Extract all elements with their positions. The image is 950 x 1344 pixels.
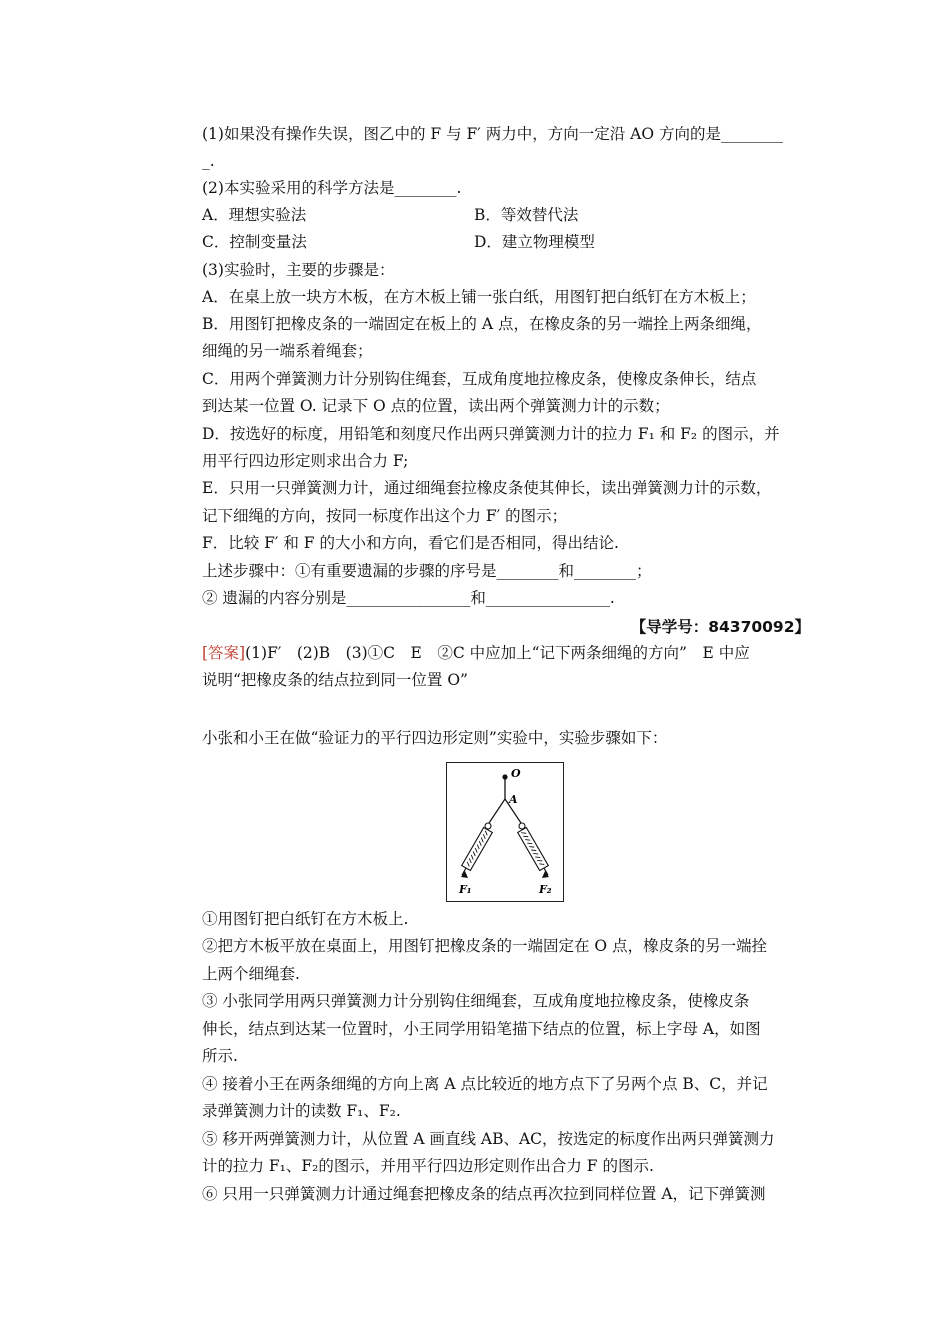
- step-line: E．只用一只弹簧测力计，通过细绳套拉橡皮条使其伸长，读出弹簧测力计的示数，: [202, 479, 772, 497]
- question-3: (3)实验时，主要的步骤是：: [202, 261, 395, 279]
- experiment-diagram: [447, 763, 563, 901]
- question-1-tail: _.: [202, 152, 215, 170]
- step-line: 到达某一位置 O. 记录下 O 点的位置，读出两个弹簧测力计的示数；: [202, 397, 670, 415]
- problem-2-intro: 小张和小王在做“验证力的平行四边形定则”实验中，实验步骤如下：: [202, 729, 668, 747]
- option-c: C．控制变量法: [202, 233, 307, 251]
- string-left: [489, 799, 505, 823]
- p2-step-line: ①用图钉把白纸钉在方木板上.: [202, 910, 409, 928]
- answer-line-1: [202, 643, 812, 663]
- reference-number: 【导学号：84370092】: [630, 618, 810, 636]
- summary-2: ② 遗漏的内容分别是________________和________________.: [202, 589, 615, 607]
- step-line: 用平行四边形定则求出合力 F;: [202, 452, 409, 470]
- step-line: A．在桌上放一块方木板，在方木板上铺一张白纸，用图钉把白纸钉在方木板上；: [202, 288, 756, 306]
- p2-step-line: 所示.: [202, 1047, 238, 1065]
- option-a: A．理想实验法: [202, 206, 307, 224]
- spring-balance-left: [458, 827, 493, 877]
- step-line: C．用两个弹簧测力计分别钩住绳套，互成角度地拉橡皮条，使橡皮条伸长，结点: [202, 370, 757, 388]
- options-row-2: [202, 232, 812, 252]
- answer-line-2: 说明“把橡皮条的结点拉到同一位置 O”: [202, 671, 468, 689]
- p2-step-line: ④ 接着小王在两条细绳的方向上离 A 点比较近的地方点下了另两个点 B、C，并记: [202, 1075, 768, 1093]
- step-line: 记下细绳的方向，按同一标度作出这个力 F′ 的图示；: [202, 507, 568, 525]
- p2-step-line: 伸长，结点到达某一位置时，小王同学用铅笔描下结点的位置，标上字母 A，如图: [202, 1020, 761, 1038]
- option-d: D．建立物理模型: [474, 233, 595, 251]
- step-line: B．用图钉把橡皮条的一端固定在板上的 A 点，在橡皮条的另一端拴上两条细绳，: [202, 315, 762, 333]
- spring-balance-right: [518, 827, 553, 877]
- answer-text-1: (1)F′ (2)B (3)①C E ②C 中应加上“记下两条细绳的方向” E 中应: [245, 644, 750, 662]
- p2-step-line: ③ 小张同学用两只弹簧测力计分别钩住细绳套，互成角度地拉橡皮条，使橡皮条: [202, 992, 750, 1010]
- options-row-1: [202, 205, 812, 225]
- p2-step-line: ⑥ 只用一只弹簧测力计通过绳套把橡皮条的结点再次拉到同样位置 A，记下弹簧测: [202, 1185, 766, 1203]
- answer-tag: [答案]: [202, 644, 246, 662]
- question-2: (2)本实验采用的科学方法是________.: [202, 179, 462, 197]
- step-line: 细绳的另一端系着绳套；: [202, 342, 373, 360]
- spring-balance-figure: [446, 762, 564, 902]
- step-line: F．比较 F′ 和 F 的大小和方向，看它们是否相同，得出结论.: [202, 534, 619, 552]
- option-b: B．等效替代法: [474, 206, 579, 224]
- label-a: A: [509, 793, 518, 806]
- p2-step-line: 上两个细绳套.: [202, 965, 300, 983]
- label-f2: F₂: [539, 883, 552, 896]
- summary-1: 上述步骤中：①有重要遗漏的步骤的序号是________和________；: [202, 562, 652, 580]
- p2-step-line: ②把方木板平放在桌面上，用图钉把橡皮条的一端固定在 O 点，橡皮条的另一端拴: [202, 937, 768, 955]
- question-1: (1)如果没有操作失误，图乙中的 F 与 F′ 两力中，方向一定沿 AO 方向的是________: [202, 125, 783, 143]
- step-line: D．按选好的标度，用铅笔和刻度尺作出两只弹簧测力计的拉力 F₁ 和 F₂ 的图示，并: [202, 425, 780, 443]
- p2-step-line: 计的拉力 F₁、F₂的图示，并用平行四边形定则作出合力 F 的图示.: [202, 1157, 654, 1175]
- p2-step-line: 录弹簧测力计的读数 F₁、F₂.: [202, 1102, 401, 1120]
- label-f1: F₁: [459, 883, 472, 896]
- p2-step-line: ⑤ 移开两弹簧测力计，从位置 A 画直线 AB、AC，按选定的标度作出两只弹簧测力: [202, 1130, 775, 1148]
- label-o: O: [511, 767, 521, 780]
